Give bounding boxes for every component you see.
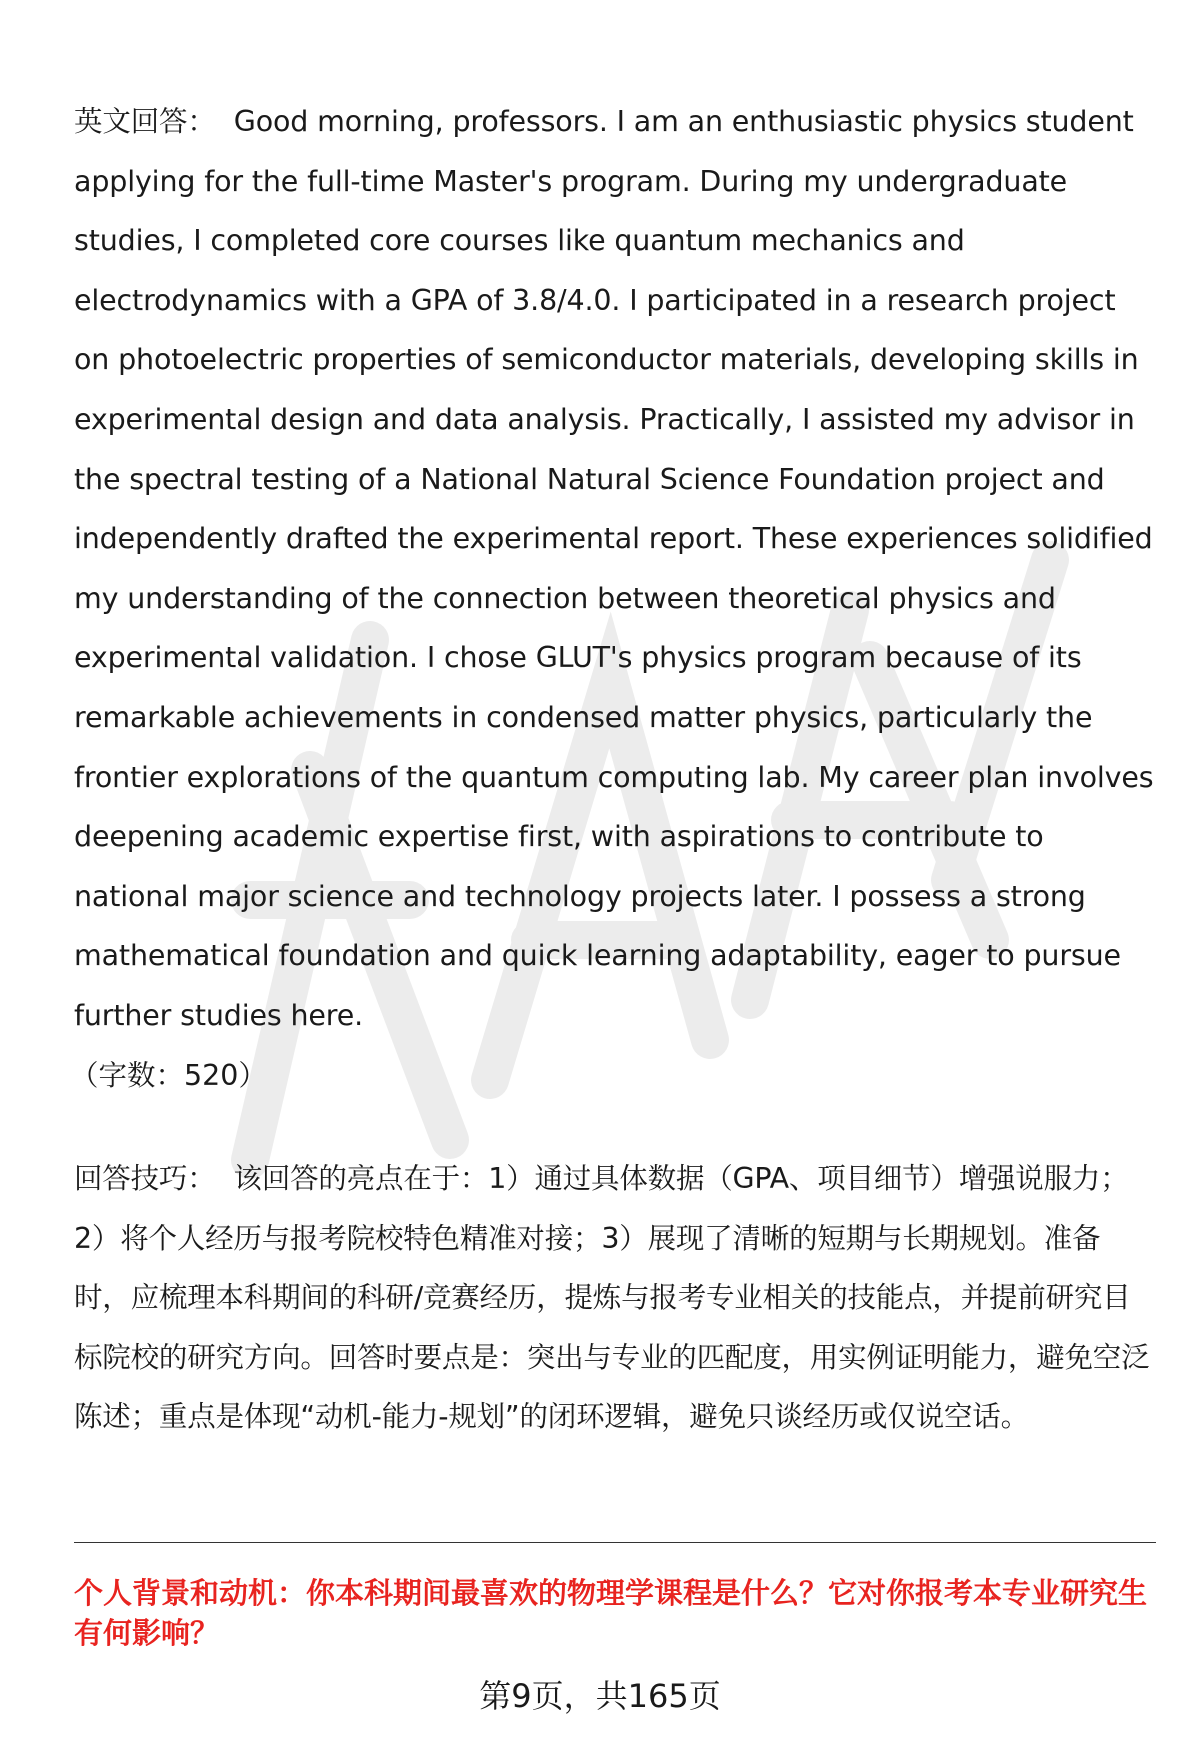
word-count: （字数：520） bbox=[70, 1058, 267, 1092]
page-footer: 第9页，共165页 bbox=[479, 1677, 721, 1715]
section-divider bbox=[74, 1542, 1156, 1543]
content-body bbox=[70, 92, 1154, 1447]
tips-paragraph bbox=[74, 1149, 1154, 1447]
tips-text: 该回答的亮点在于：1）通过具体数据（GPA、项目细节）增强说服力；2）将个人经历与报考院校特色精准对接；3）展现了清晰的短期与长期规划。准备时，应梳理本科期间的科研/竞赛经历，提炼与报考专业相关的技能点，并提前研究目标院校的研究方向。回答时要点是：突出与专业的匹配度，用实例证明能力，避免空泛陈述；重点是体现“动机-能力-规划”的闭环逻辑，避免只谈经历或仅说空话。 bbox=[74, 1162, 1150, 1434]
answer-text: Good morning, professors. I am an enthusiastic physics student applying for the full-time Master's program. During my undergraduate studies, I completed core courses like quantum mechanics and electrodynamics with a GPA of 3.8/4.0. I participated in a research project on photoelectric properties of semiconductor materials, developing skills in experimental design and data analysis. Practically, I assisted my advisor in the spectral testing of a National Natural Science Foundation project and independently drafted the experimental report. These experiences solidified my understanding of the connection between theoretical physics and experimental validation. I chose GLUT's physics program because of its remarkable achievements in condensed matter physics, particularly the frontier explorations of the quantum computing lab. My career plan involves deepening academic expertise first, with aspirations to contribute to national major science and technology projects later. I possess a strong mathematical foundation and quick learning adaptability, eager to pursue further studies here. bbox=[74, 105, 1154, 1032]
tips-lead-label: 回答技巧： bbox=[74, 1162, 216, 1196]
next-question-heading: 个人背景和动机：你本科期间最喜欢的物理学课程是什么？它对你报考本专业研究生有何影响？ bbox=[74, 1576, 1148, 1650]
english-answer-paragraph bbox=[74, 92, 1154, 1046]
answer-lead-label: 英文回答： bbox=[74, 105, 216, 138]
